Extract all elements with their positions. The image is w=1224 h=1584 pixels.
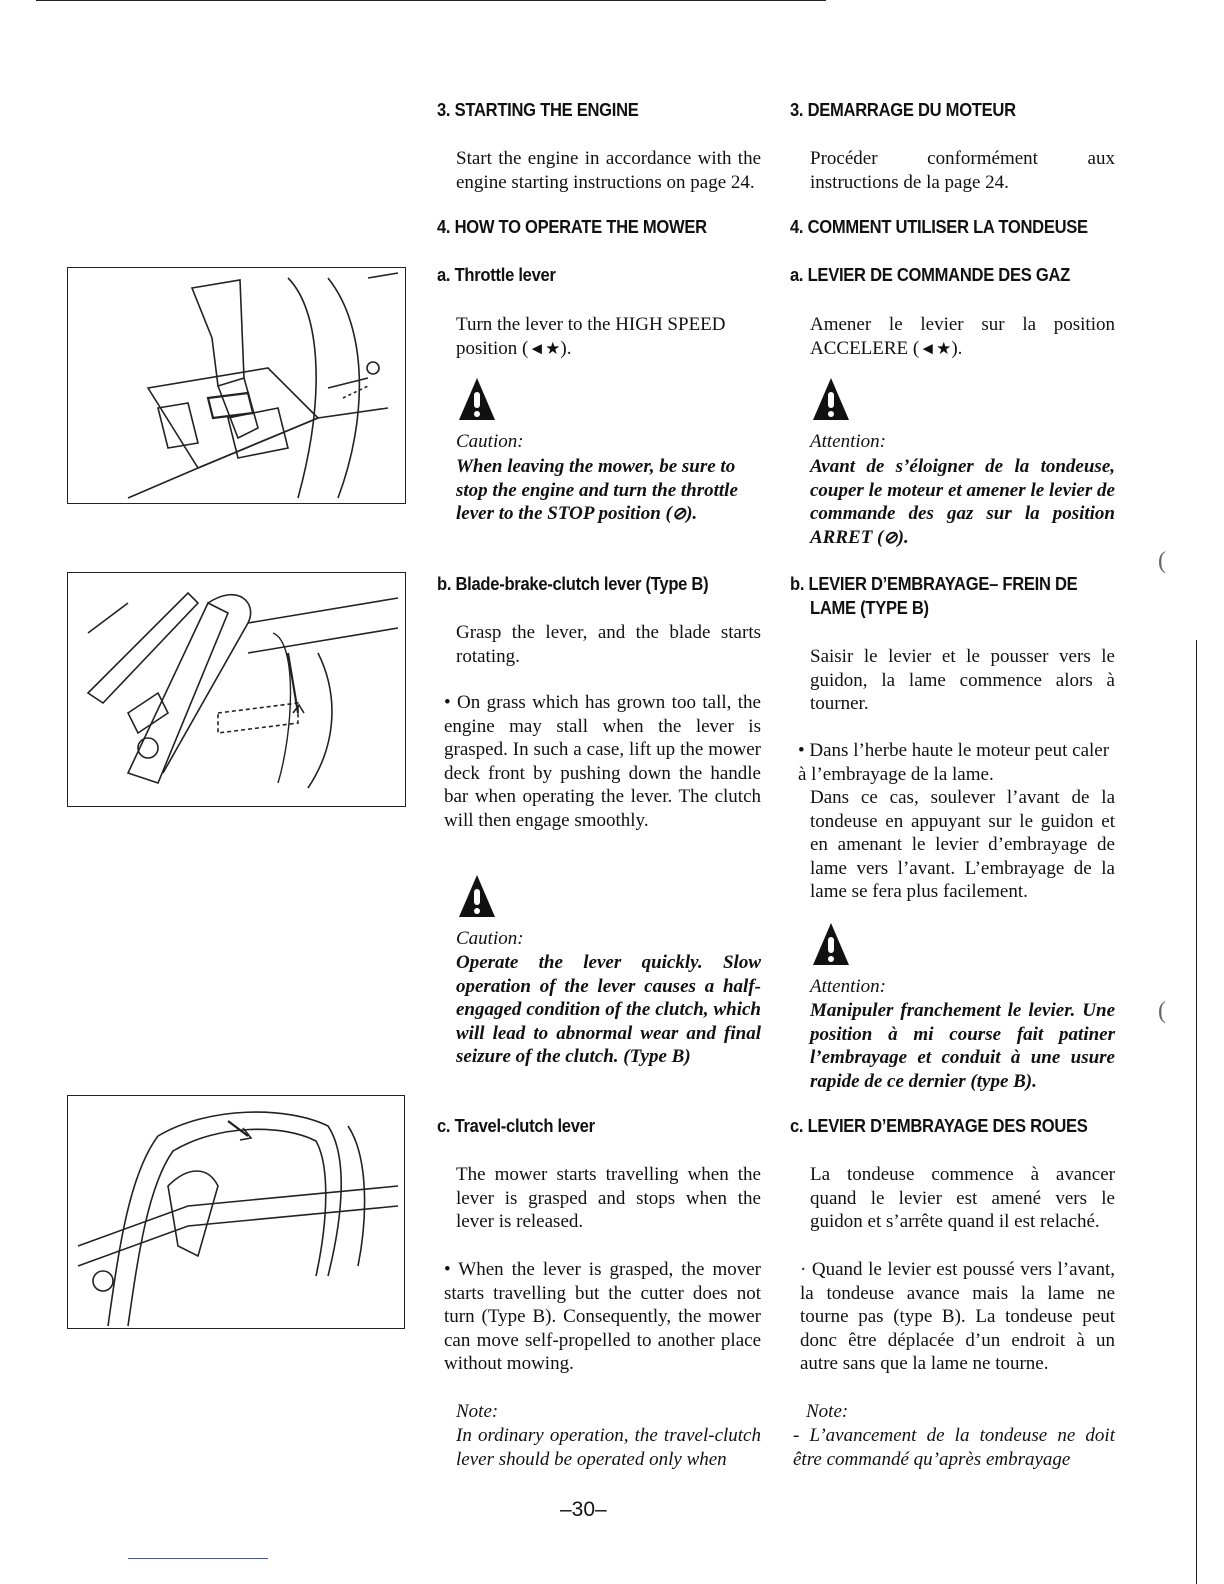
- rabbit-icon: ◄★: [919, 338, 952, 358]
- fr-blade-caution-label: Attention:: [810, 976, 886, 997]
- fr-throttle-heading: a. LEVIER DE COMMANDE DES GAZ: [790, 265, 1070, 285]
- section-3-heading: 3. STARTING THE ENGINE: [437, 100, 639, 120]
- fr-throttle-caution-label: Attention:: [810, 431, 886, 452]
- fr-throttle-caution-body: Avant de s’éloigner de la tondeuse, couper le moteur et amener le levier de commande des gaz sur la position ARRET (: [810, 456, 1115, 548]
- fr-travel-clutch-text: La tondeuse commence à avancer quand le levier est amené vers le guidon et s’arrête quand il est relaché.: [810, 1164, 1115, 1232]
- fr-throttle-text-end: ).: [951, 337, 963, 359]
- right-margin-rule: [1196, 640, 1197, 1584]
- travel-clutch-figure: [67, 1095, 405, 1329]
- blade-caution-label: Caution:: [456, 928, 524, 949]
- fr-section-4-heading: 4. COMMENT UTILISER LA TONDEUSE: [790, 217, 1088, 237]
- fr-blade-bullet-continued: Dans ce cas, soulever l’avant de la tondeuse en appuyant sur le guidon et en amenant le levier d’embrayage de lame vers l’avant. L’embrayage de la lame se fera plus facilement.: [810, 787, 1115, 902]
- throttle-heading: a. Throttle lever: [437, 265, 556, 285]
- warning-triangle-icon: [811, 376, 851, 422]
- fr-travel-clutch-note-text: - L’avancement de la tondeuse ne doit être commandé qu’après embrayage: [793, 1425, 1115, 1470]
- throttle-caution-body: When leaving the mower, be sure to stop the engine and turn the throttle lever to the STOP position (: [456, 456, 738, 524]
- fr-blade-heading-line2: LAME (TYPE B): [810, 598, 929, 618]
- blade-brake-clutch-heading: b. Blade-brake-clutch lever (Type B): [437, 574, 709, 594]
- fr-throttle-caution-text: [810, 455, 1115, 549]
- fr-travel-clutch-heading: c. LEVIER D’EMBRAYAGE DES ROUES: [790, 1116, 1088, 1136]
- warning-triangle-icon: [457, 873, 497, 919]
- throttle-caution-label: Caution:: [456, 431, 524, 452]
- margin-mark: (: [1158, 548, 1166, 574]
- fr-throttle-text-main: Amener le levier sur la position ACCELERE (: [810, 314, 1115, 359]
- fr-throttle-text: [810, 313, 1115, 360]
- fr-section-3-text: Procéder conformément aux instructions de la page 24.: [810, 148, 1115, 193]
- engine-stop-icon: ⊘: [883, 527, 898, 547]
- bottom-link-rule: [128, 1558, 268, 1559]
- warning-triangle-icon: [811, 921, 851, 967]
- throttle-text-main: Turn the lever to the HIGH SPEED position (: [456, 314, 726, 359]
- throttle-text-end: ).: [560, 337, 572, 359]
- travel-clutch-note-label: Note:: [456, 1401, 499, 1422]
- section-3-text: Start the engine in accordance with the engine starting instructions on page 24.: [456, 148, 761, 193]
- fr-section-3-heading: 3. DEMARRAGE DU MOTEUR: [790, 100, 1016, 120]
- fr-travel-clutch-note-label: Note:: [806, 1401, 849, 1422]
- fr-throttle-caution-end: ).: [897, 526, 909, 548]
- fr-blade-text: Saisir le levier et le pousser vers le guidon, la lame commence alors à tourner.: [810, 646, 1115, 714]
- page-number: –30–: [560, 1498, 607, 1521]
- throttle-caution-text: [456, 455, 761, 526]
- travel-clutch-note-text: In ordinary operation, the travel-clutch lever should be operated only when: [456, 1425, 761, 1470]
- throttle-text: [456, 313, 761, 360]
- fr-blade-caution-text: Manipuler franchement le levier. Une position à mi course fait patiner l’embrayage et conduit à une usure rapide de ce dernier (type B).: [810, 1000, 1115, 1092]
- blade-brake-clutch-figure: [67, 572, 406, 807]
- margin-mark: (: [1158, 998, 1166, 1024]
- engine-stop-icon: ⊘: [671, 504, 687, 523]
- top-rule: [36, 0, 826, 1]
- travel-clutch-text: The mower starts travelling when the lever is grasped and stops when the lever is released.: [456, 1164, 761, 1232]
- fr-blade-heading-line1: b. LEVIER D’EMBRAYAGE– FREIN DE: [790, 574, 1078, 594]
- warning-triangle-icon: [457, 376, 497, 422]
- fr-travel-clutch-bullet: · Quand le levier est poussé vers l’avant, la tondeuse avance mais la lame ne tourne pas (type B). La tondeuse peut donc être déplacée d’un endroit à un autre sans que la lame ne tourne.: [800, 1259, 1115, 1374]
- throttle-lever-figure: [67, 267, 406, 504]
- throttle-caution-end: ).: [686, 503, 698, 524]
- rabbit-icon: ◄★: [528, 338, 561, 358]
- travel-clutch-bullet: • When the lever is grasped, the mover starts travelling but the cutter does not turn (Type B). Consequently, the mower can move self-propelled to another place without mowing.: [444, 1259, 761, 1374]
- blade-brake-clutch-bullet: • On grass which has grown too tall, the engine may stall when the lever is grasped. In such a case, lift up the mower deck front by pushing down the handle bar when operating the lever. The clutch will then engage smoothly.: [444, 692, 761, 831]
- blade-caution-text: Operate the lever quickly. Slow operation of the lever causes a half-engaged condition of the clutch, which will lead to abnormal wear and final seizure of the clutch. (Type B): [456, 952, 761, 1067]
- blade-brake-clutch-text: Grasp the lever, and the blade starts rotating.: [456, 622, 761, 667]
- travel-clutch-heading: c. Travel-clutch lever: [437, 1116, 595, 1136]
- section-4-heading: 4. HOW TO OPERATE THE MOWER: [437, 217, 707, 237]
- fr-blade-bullet: • Dans l’herbe haute le moteur peut caler à l’embrayage de la lame.: [798, 740, 1110, 785]
